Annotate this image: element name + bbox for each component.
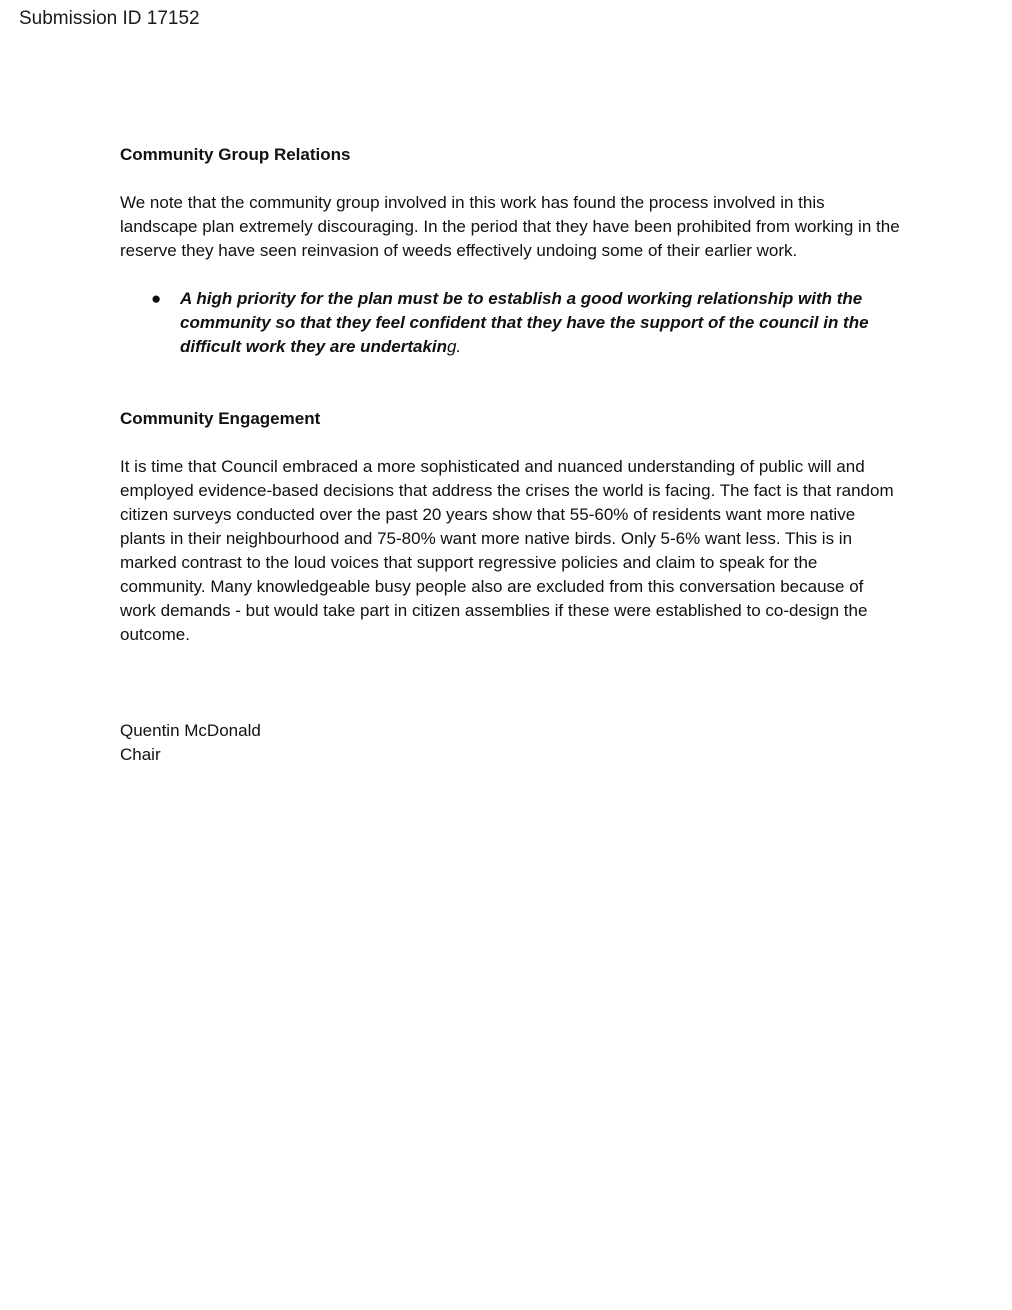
bullet-icon: ● [151, 289, 162, 308]
paragraph-engagement: It is time that Council embraced a more sophisticated and nuanced understanding of public will and employed evidence-based decisions that address the crises the world is facing. The fact is that random citizen surveys conducted over the past 20 years show that 55-60% of residents want more native plants in their neighbourhood and 75-80% want more native birds. Only 5-6% want less. This is in marked contrast to the loud voices that support regressive policies and claim to speak for the community. Many knowledgeable busy people also are excluded from this conversation because of work demands - but would take part in citizen assemblies if these were established to co-design the outcome. [120, 457, 894, 644]
signature-title: Chair [120, 745, 161, 764]
recommendation-item [120, 287, 900, 359]
recommendation-list [120, 287, 900, 359]
section-heading-relations: Community Group Relations [120, 145, 351, 164]
signature-name: Quentin McDonald [120, 721, 261, 740]
document-body [120, 143, 900, 767]
paragraph-relations: We note that the community group involved in this work has found the process involved in this landscape plan extremely discouraging. In the period that they have been prohibited from working in the reserve they have seen reinvasion of weeds effectively undoing some of their earlier work. [120, 193, 900, 260]
recommendation-text: A high priority for the plan must be to establish a good working relationship with the community so that they feel confident that they have the support of the council in the difficult work they are undertakin [180, 289, 869, 356]
submission-id: Submission ID 17152 [19, 8, 200, 29]
recommendation-text-tail: g. [447, 337, 462, 356]
section-heading-engagement: Community Engagement [120, 409, 321, 428]
